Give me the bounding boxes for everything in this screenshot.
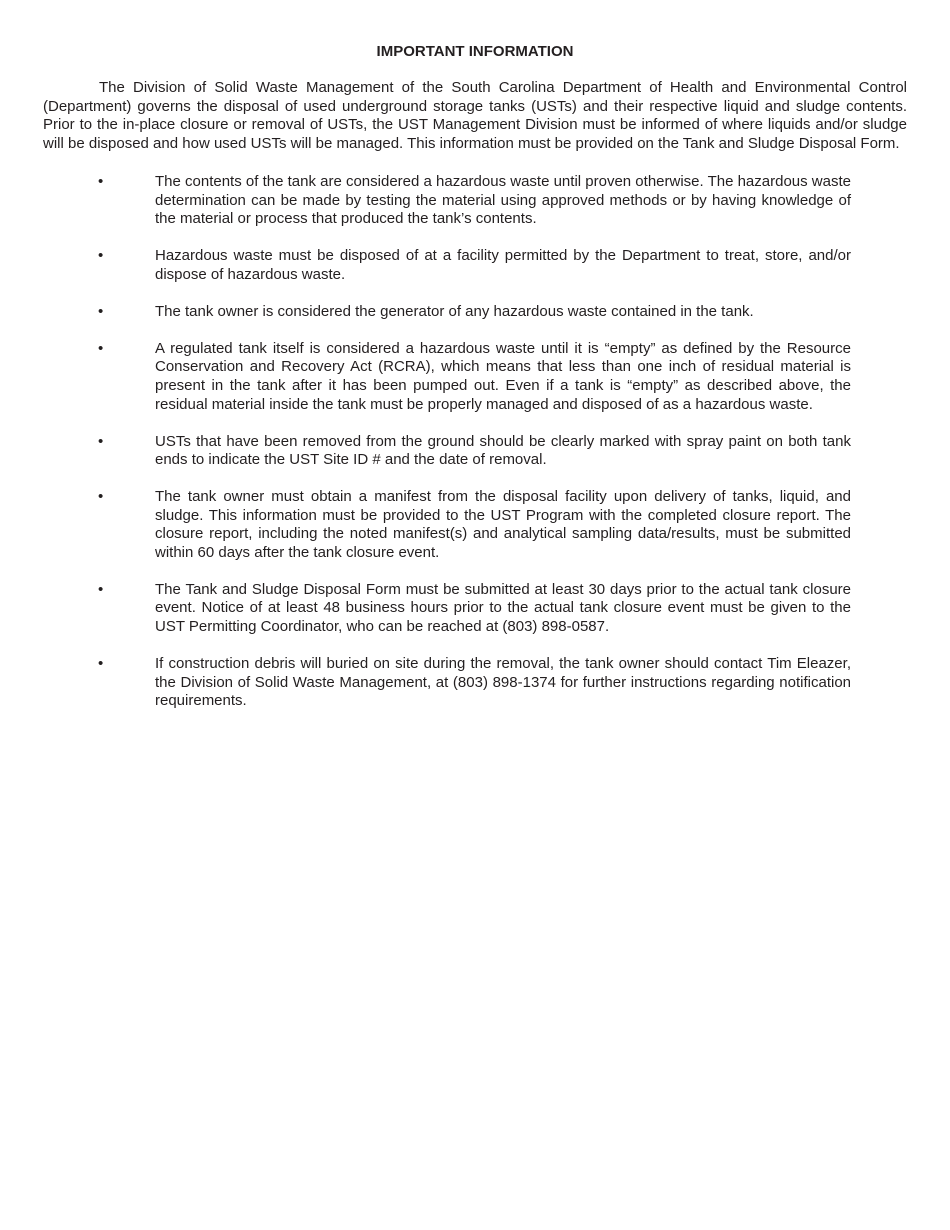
list-item <box>0 173 950 229</box>
list-item <box>0 581 950 637</box>
bullet-list <box>0 173 950 729</box>
bullet-text: Hazardous waste must be disposed of at a facility permitted by the Department to treat, store, and/or dispose of hazardous waste. <box>155 247 851 283</box>
bullet-text: A regulated tank itself is considered a hazardous waste until it is “empty” as defined by the Resource Conservation and Recovery Act (RCRA), which means that less than one inch of residual material is present in the tank after it has been pumped out. Even if a tank is “empty” as described above, the residual material inside the tank must be properly managed and disposed of as a hazardous waste. <box>155 339 851 413</box>
bullet-icon: • <box>98 432 104 450</box>
list-item <box>0 303 950 322</box>
intro-paragraph: The Division of Solid Waste Management of the South Carolina Department of Health and Environmental Control (Department) governs the disposal of used underground storage tanks (USTs) and their respective liquid and sludge contents. Prior to the in-place closure or removal of USTs, the UST Management Division must be informed of where liquids and/or sludge will be disposed and how used USTs will be managed. This information must be provided on the Tank and Sludge Disposal Form. <box>43 79 907 152</box>
list-item <box>0 488 950 562</box>
bullet-icon: • <box>98 580 104 598</box>
bullet-icon: • <box>98 488 104 506</box>
bullet-icon: • <box>98 302 104 320</box>
bullet-icon: • <box>98 339 104 357</box>
bullet-icon: • <box>98 655 104 673</box>
bullet-text: USTs that have been removed from the ground should be clearly marked with spray paint on both tank ends to indicate the UST Site ID # and the date of removal. <box>155 432 851 469</box>
list-item <box>0 433 950 470</box>
list-item <box>0 247 950 284</box>
bullet-text: The tank owner is considered the generator of any hazardous waste contained in the tank. <box>155 302 754 320</box>
list-item <box>0 655 950 711</box>
bullet-text: The contents of the tank are considered a hazardous waste until proven otherwise. The hazardous waste determination can be made by testing the material using approved methods or by having knowledge of the material or process that produced the tank’s contents. <box>155 173 851 228</box>
page-title: IMPORTANT INFORMATION <box>376 43 574 60</box>
bullet-icon: • <box>98 247 104 265</box>
bullet-text: The tank owner must obtain a manifest from the disposal facility upon delivery of tanks, liquid, and sludge. This information must be provided to the UST Program with the completed closure report. The closure report, including the noted manifest(s) and analytical sampling data/results, must be submitted within 60 days after the tank closure event. <box>155 488 851 561</box>
bullet-text: If construction debris will buried on site during the removal, the tank owner should contact Tim Eleazer, the Division of Solid Waste Management, at (803) 898-1374 for further instructions regarding notification requirements. <box>155 655 851 710</box>
list-item <box>0 340 950 414</box>
bullet-text: The Tank and Sludge Disposal Form must be submitted at least 30 days prior to the actual tank closure event. Notice of at least 48 business hours prior to the actual tank closure event must be given to the UST Permitting Coordinator, who can be reached at (803) 898-0587. <box>155 580 851 636</box>
bullet-icon: • <box>98 173 104 190</box>
